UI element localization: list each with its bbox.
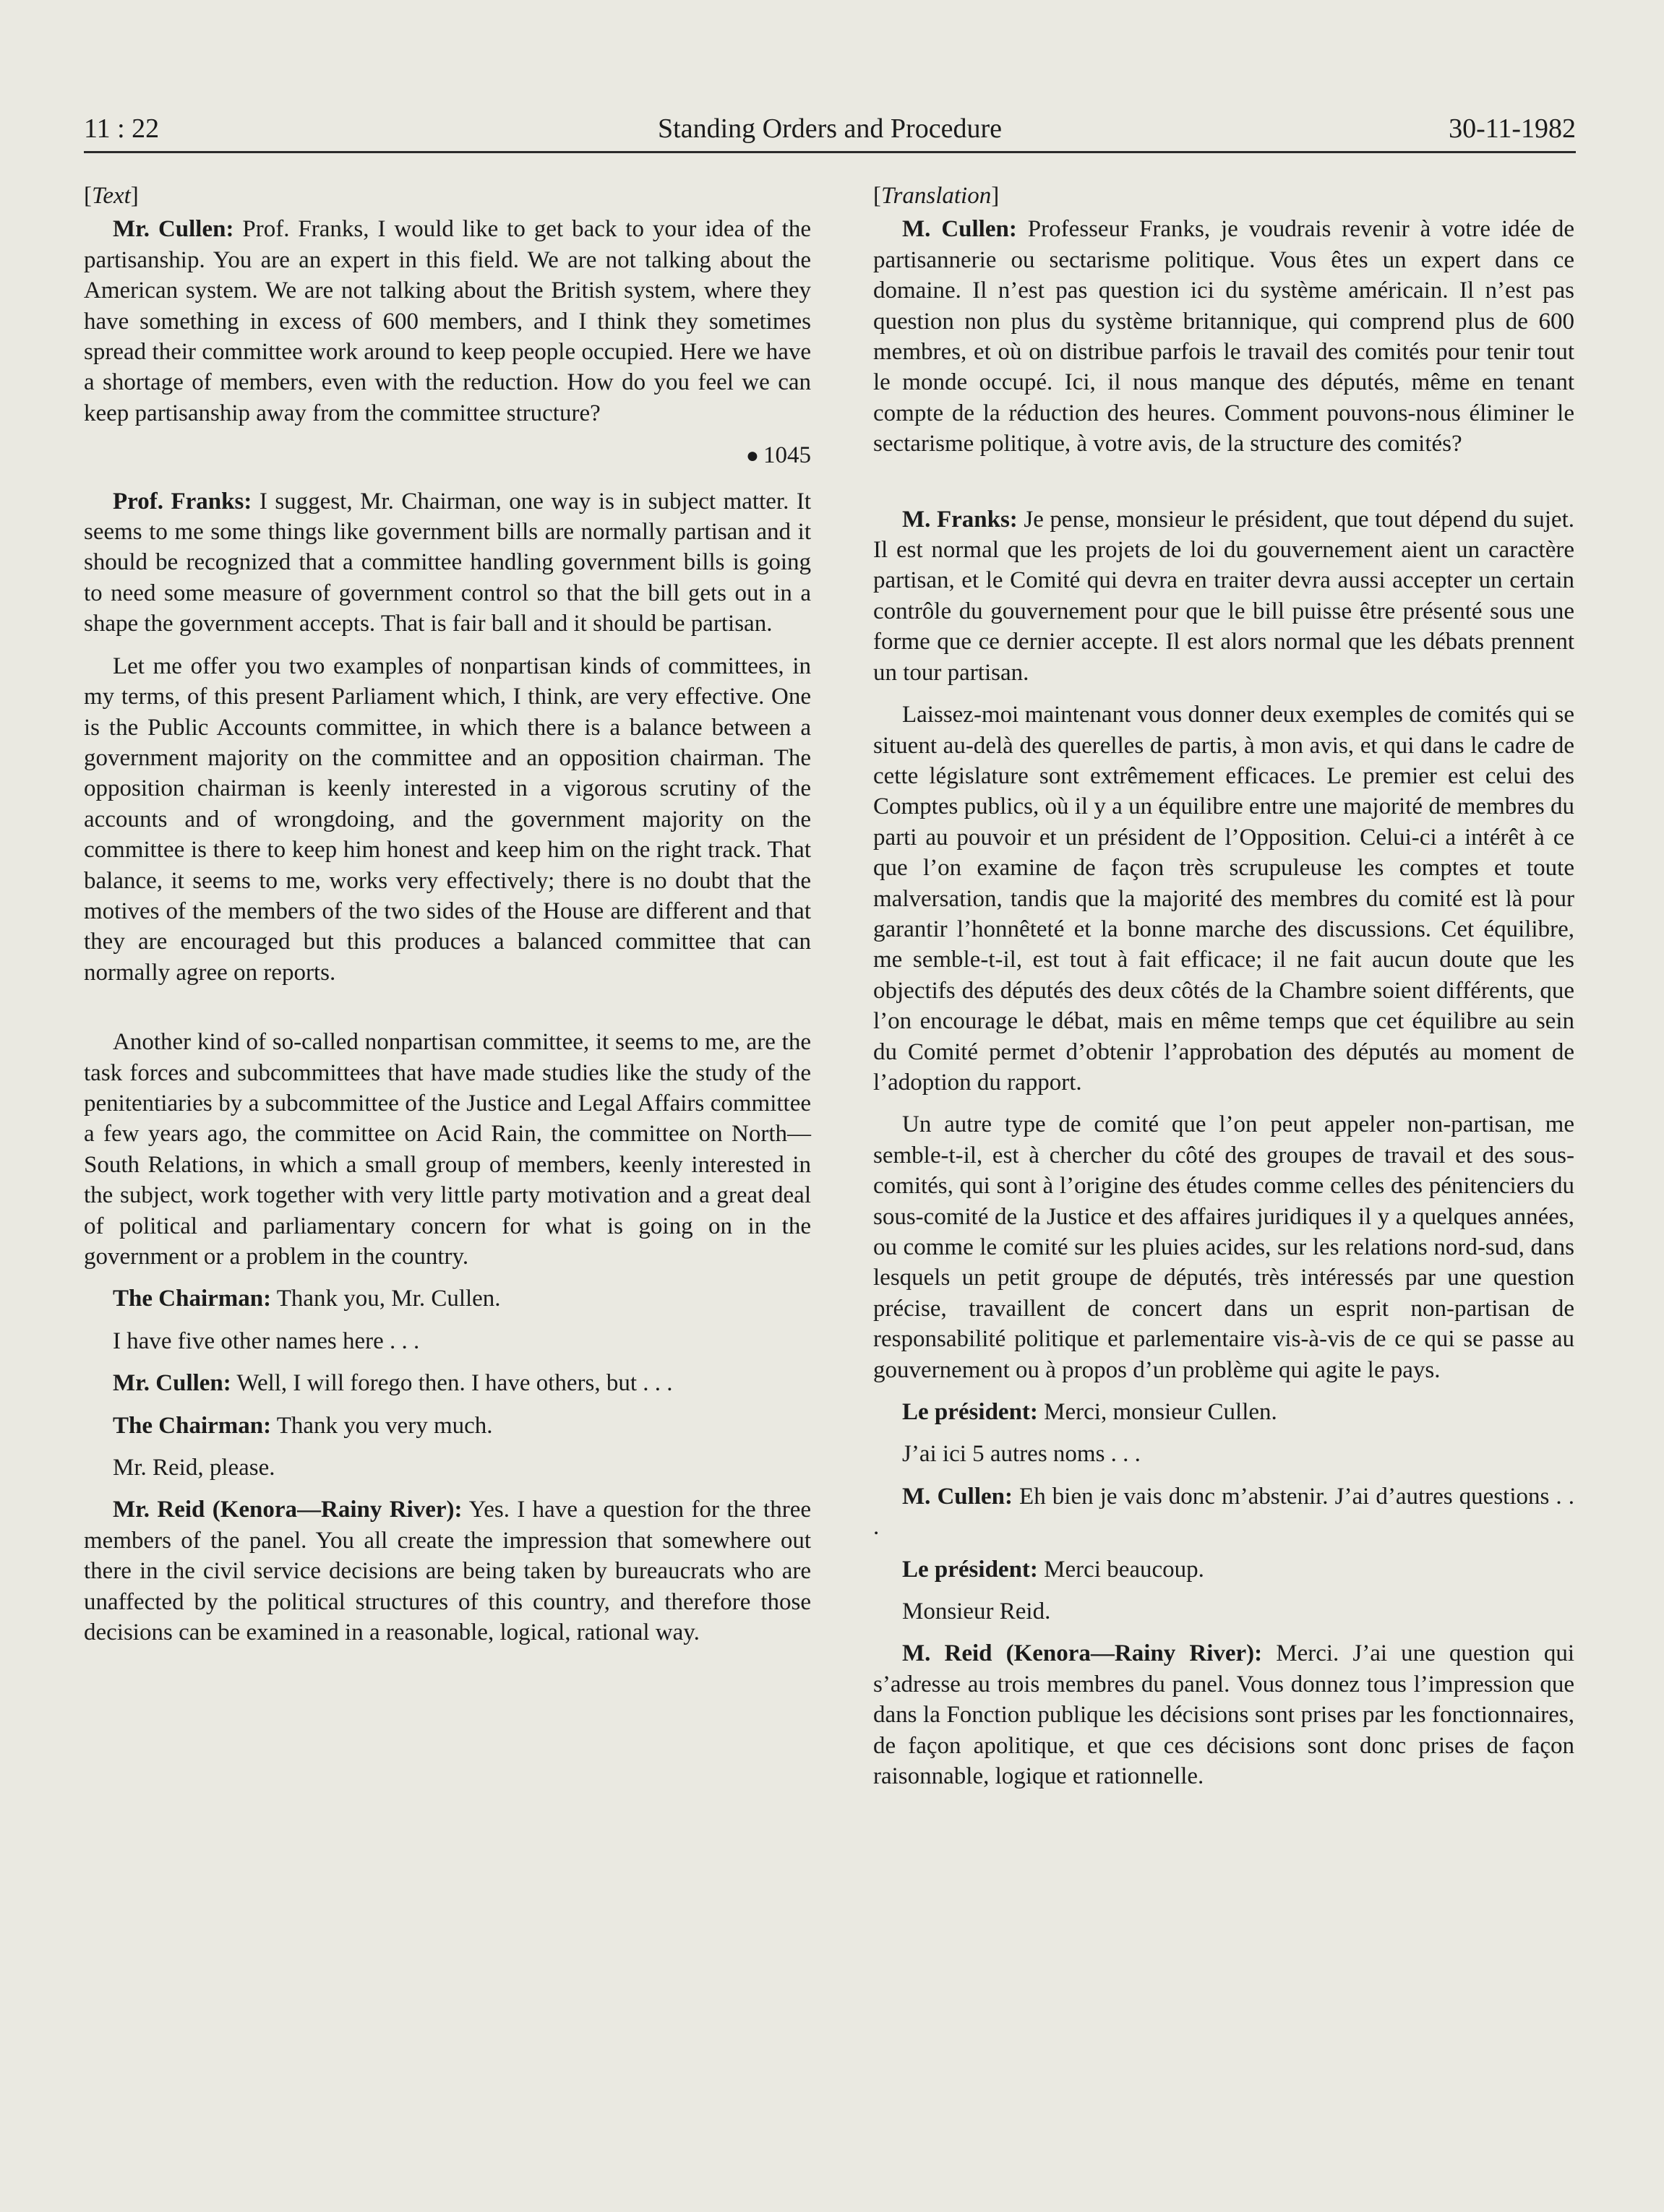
- session-date: 30-11-1982: [1449, 113, 1576, 144]
- paragraph-cullen-question-fr: M. Cullen: Professeur Franks, je voudrais revenir à votre idée de partisannerie ou sectarisme politique. Vous êtes un expert dans ce domaine. Il n’est pas question ici du système américain. Il n’est pas question non plus du système britannique, qui comprend plus de 600 membres, et où on distribue parfois le travail des comités pour tenir tout le monde occupé. Ici, il nous manque des députés, même en tenant compte de la réduction des heures. Comment pouvons-nous éliminer le sectarisme politique, à votre avis, de la structure des comités?: [873, 216, 1574, 457]
- speaker-label: Mr. Cullen:: [113, 216, 234, 243]
- column-tag-text: [Text]: [84, 183, 139, 209]
- paragraph-cullen-forego: Mr. Cullen: Well, I will forego then. I have others, but . . .: [113, 1370, 673, 1397]
- paragraph-chairman-thanks: The Chairman: Thank you, Mr. Cullen.: [113, 1286, 501, 1312]
- speaker-label: Prof. Franks:: [113, 488, 252, 515]
- paragraph-other-names: I have five other names here . . .: [113, 1327, 420, 1354]
- paragraph-monsieur-reid-fr: Monsieur Reid.: [902, 1598, 1051, 1625]
- running-title: Standing Orders and Procedure: [658, 113, 1002, 144]
- speaker-label: Mr. Reid (Kenora—Rainy River):: [113, 1497, 463, 1523]
- paragraph-task-forces-fr: Un autre type de comité que l’on peut appeler non-partisan, me semble-t-il, est à chercher du côté des groupes de travail et des sous-comités, qui sont à l’origine des études comme celles des pénitenciers du sous-comité de la Justice et des affaires juridiques il y a quelques années, ou comme le comité sur les pluies acides, sur les relations nord-sud, dans lesquels un petit groupe de députés, très intéressés par une question précise, travaillent de concert dans un esprit non-partisan de responsabilité politique et parlementaire vis-à-vis de ce qui se passe au gouvernement ou à propos d’un problème qui agite le pays.: [873, 1111, 1574, 1383]
- paragraph-president-thanks-fr: Le président: Merci, monsieur Cullen.: [902, 1399, 1277, 1426]
- paragraph-franks-answer: Prof. Franks: I suggest, Mr. Chairman, one way is in subject matter. It seems to me some things like government bills are normally partisan and it should be recognized that a committee handling government bills is going to need some measure of government control so that the bill gets out in a shape the government accepts. That is fair ball and it should be partisan.: [84, 488, 811, 637]
- paragraph-franks-answer-fr: M. Franks: Je pense, monsieur le président, que tout dépend du sujet. Il est normal que les projets de loi du gouvernement aient un caractère partisan, et le Comité qui devra en traiter devra aussi accepter un certain contrôle du gouvernement pour que le bill puisse être présenté sous une forme que ce dernier accepte. Il est alors normal que les débats prennent un tour partisan.: [873, 506, 1574, 686]
- page-number: 11 : 22: [84, 113, 160, 144]
- paragraph-examples-fr: Laissez-moi maintenant vous donner deux exemples de comités qui se situent au-delà des querelles de partis, à mon avis, et qui dans le cadre de cette législature sont extrêmement efficaces. Le premier est celui des Comptes publics, où il y a un équilibre entre une majorité de membres du parti au pouvoir et un président de l’Opposition. Celui-ci a intérêt à ce que l’on examine de façon très scrupuleuse les comptes et toute malversation, tandis que la majorité des membres du comité est là pour garantir l’honnêteté et la bonne marche des discussions. Cet équilibre, me semble-t-il, est tout à fait efficace; il ne fait aucun doute que les objectifs des députés des deux côtés de la Chambre soient différents, que l’on encourage le débat, mais en même temps que cet équilibre au sein du Comité permet d’obtenir l’approbation des députés au moment de l’adoption du rapport.: [873, 702, 1574, 1096]
- paragraph-reid-question-fr: M. Reid (Kenora—Rainy River): Merci. J’ai une question qui s’adresse au trois membres du panel. Vous donnez tous l’impression que dans la Fonction publique les décisions sont prises par les fonctionnaires, de façon apolitique, et que ces décisions sont donc prises de façon raisonnable, logique et rationnelle.: [873, 1640, 1574, 1790]
- paragraph-cullen-question: Mr. Cullen: Prof. Franks, I would like to get back to your idea of the partisanship. You are an expert in this field. We are not talking about the American system. We are not talking about the British system, where they have something in excess of 600 members, and I think they sometimes spread their committee work around to keep people occupied. Here we have a shortage of members, even with the reduction. How do you feel we can keep partisanship away from the committee structure?: [84, 216, 811, 426]
- paragraph-examples: Let me offer you two examples of nonpartisan kinds of committees, in my terms, of this present Parliament which, I think, are very effective. One is the Public Accounts committee, in which there is a balance between a government majority on the committee and an opposition chairman. The opposition chairman is keenly interested in a vigorous scrutiny of the accounts and of wrongdoing, and the government majority on the committee is there to keep him honest and keep him on the right track. That balance, it seems to me, works very effectively; there is no doubt that the motives of the members of the two sides of the House are different and that they are encouraged but this produces a balanced committee that can normally agree on reports.: [84, 653, 811, 986]
- speaker-label: M. Franks:: [902, 506, 1018, 533]
- speaker-label: The Chairman:: [113, 1412, 272, 1439]
- speaker-label: Le président:: [902, 1399, 1038, 1426]
- paragraph-cullen-forego-fr: M. Cullen: Eh bien je vais donc m’abstenir. J’ai d’autres questions . . .: [873, 1483, 1574, 1541]
- speaker-label: The Chairman:: [113, 1286, 272, 1312]
- speaker-label: M. Cullen:: [902, 1483, 1013, 1510]
- paragraph-mr-reid-please: Mr. Reid, please.: [113, 1455, 275, 1481]
- speaker-label: M. Reid (Kenora—Rainy River):: [902, 1640, 1263, 1667]
- paragraph-other-names-fr: J’ai ici 5 autres noms . . .: [902, 1441, 1141, 1468]
- speaker-label: M. Cullen:: [902, 216, 1017, 243]
- paragraph-chairman-thanks-2: The Chairman: Thank you very much.: [113, 1412, 493, 1439]
- speaker-label: Mr. Cullen:: [113, 1370, 231, 1397]
- paragraph-task-forces: Another kind of so-called nonpartisan committee, it seems to me, are the task forces and subcommittees that have made studies like the study of the penitentiaries by a subcommittee of the Justice and Legal Affairs committee a few years ago, the committee on Acid Rain, the committee on North—South Relations, in which a small group of members, keenly interested in the subject, work together with very little party motivation and a great deal of political and parliamentary concern for what is going on in the government or a problem in the country.: [84, 1029, 811, 1270]
- english-column: [84, 181, 811, 1659]
- page-header: [84, 113, 1576, 153]
- time-marker: ● 1045: [745, 442, 811, 469]
- header-rule: [84, 151, 1576, 153]
- french-column: [873, 181, 1574, 1804]
- speaker-label: Le président:: [902, 1556, 1038, 1583]
- paragraph-president-thanks-2-fr: Le président: Merci beaucoup.: [902, 1556, 1204, 1583]
- paragraph-reid-question: Mr. Reid (Kenora—Rainy River): Yes. I have a question for the three members of the panel. You all create the impression that somewhere out there in the civil service decisions are being taken by bureaucrats who are unaffected by the political structures of this country, and therefore those decisions can be examined in a reasonable, logical, rational way.: [84, 1497, 812, 1646]
- column-tag-translation: [Translation]: [873, 183, 1000, 209]
- bullet-icon: ●: [745, 444, 759, 468]
